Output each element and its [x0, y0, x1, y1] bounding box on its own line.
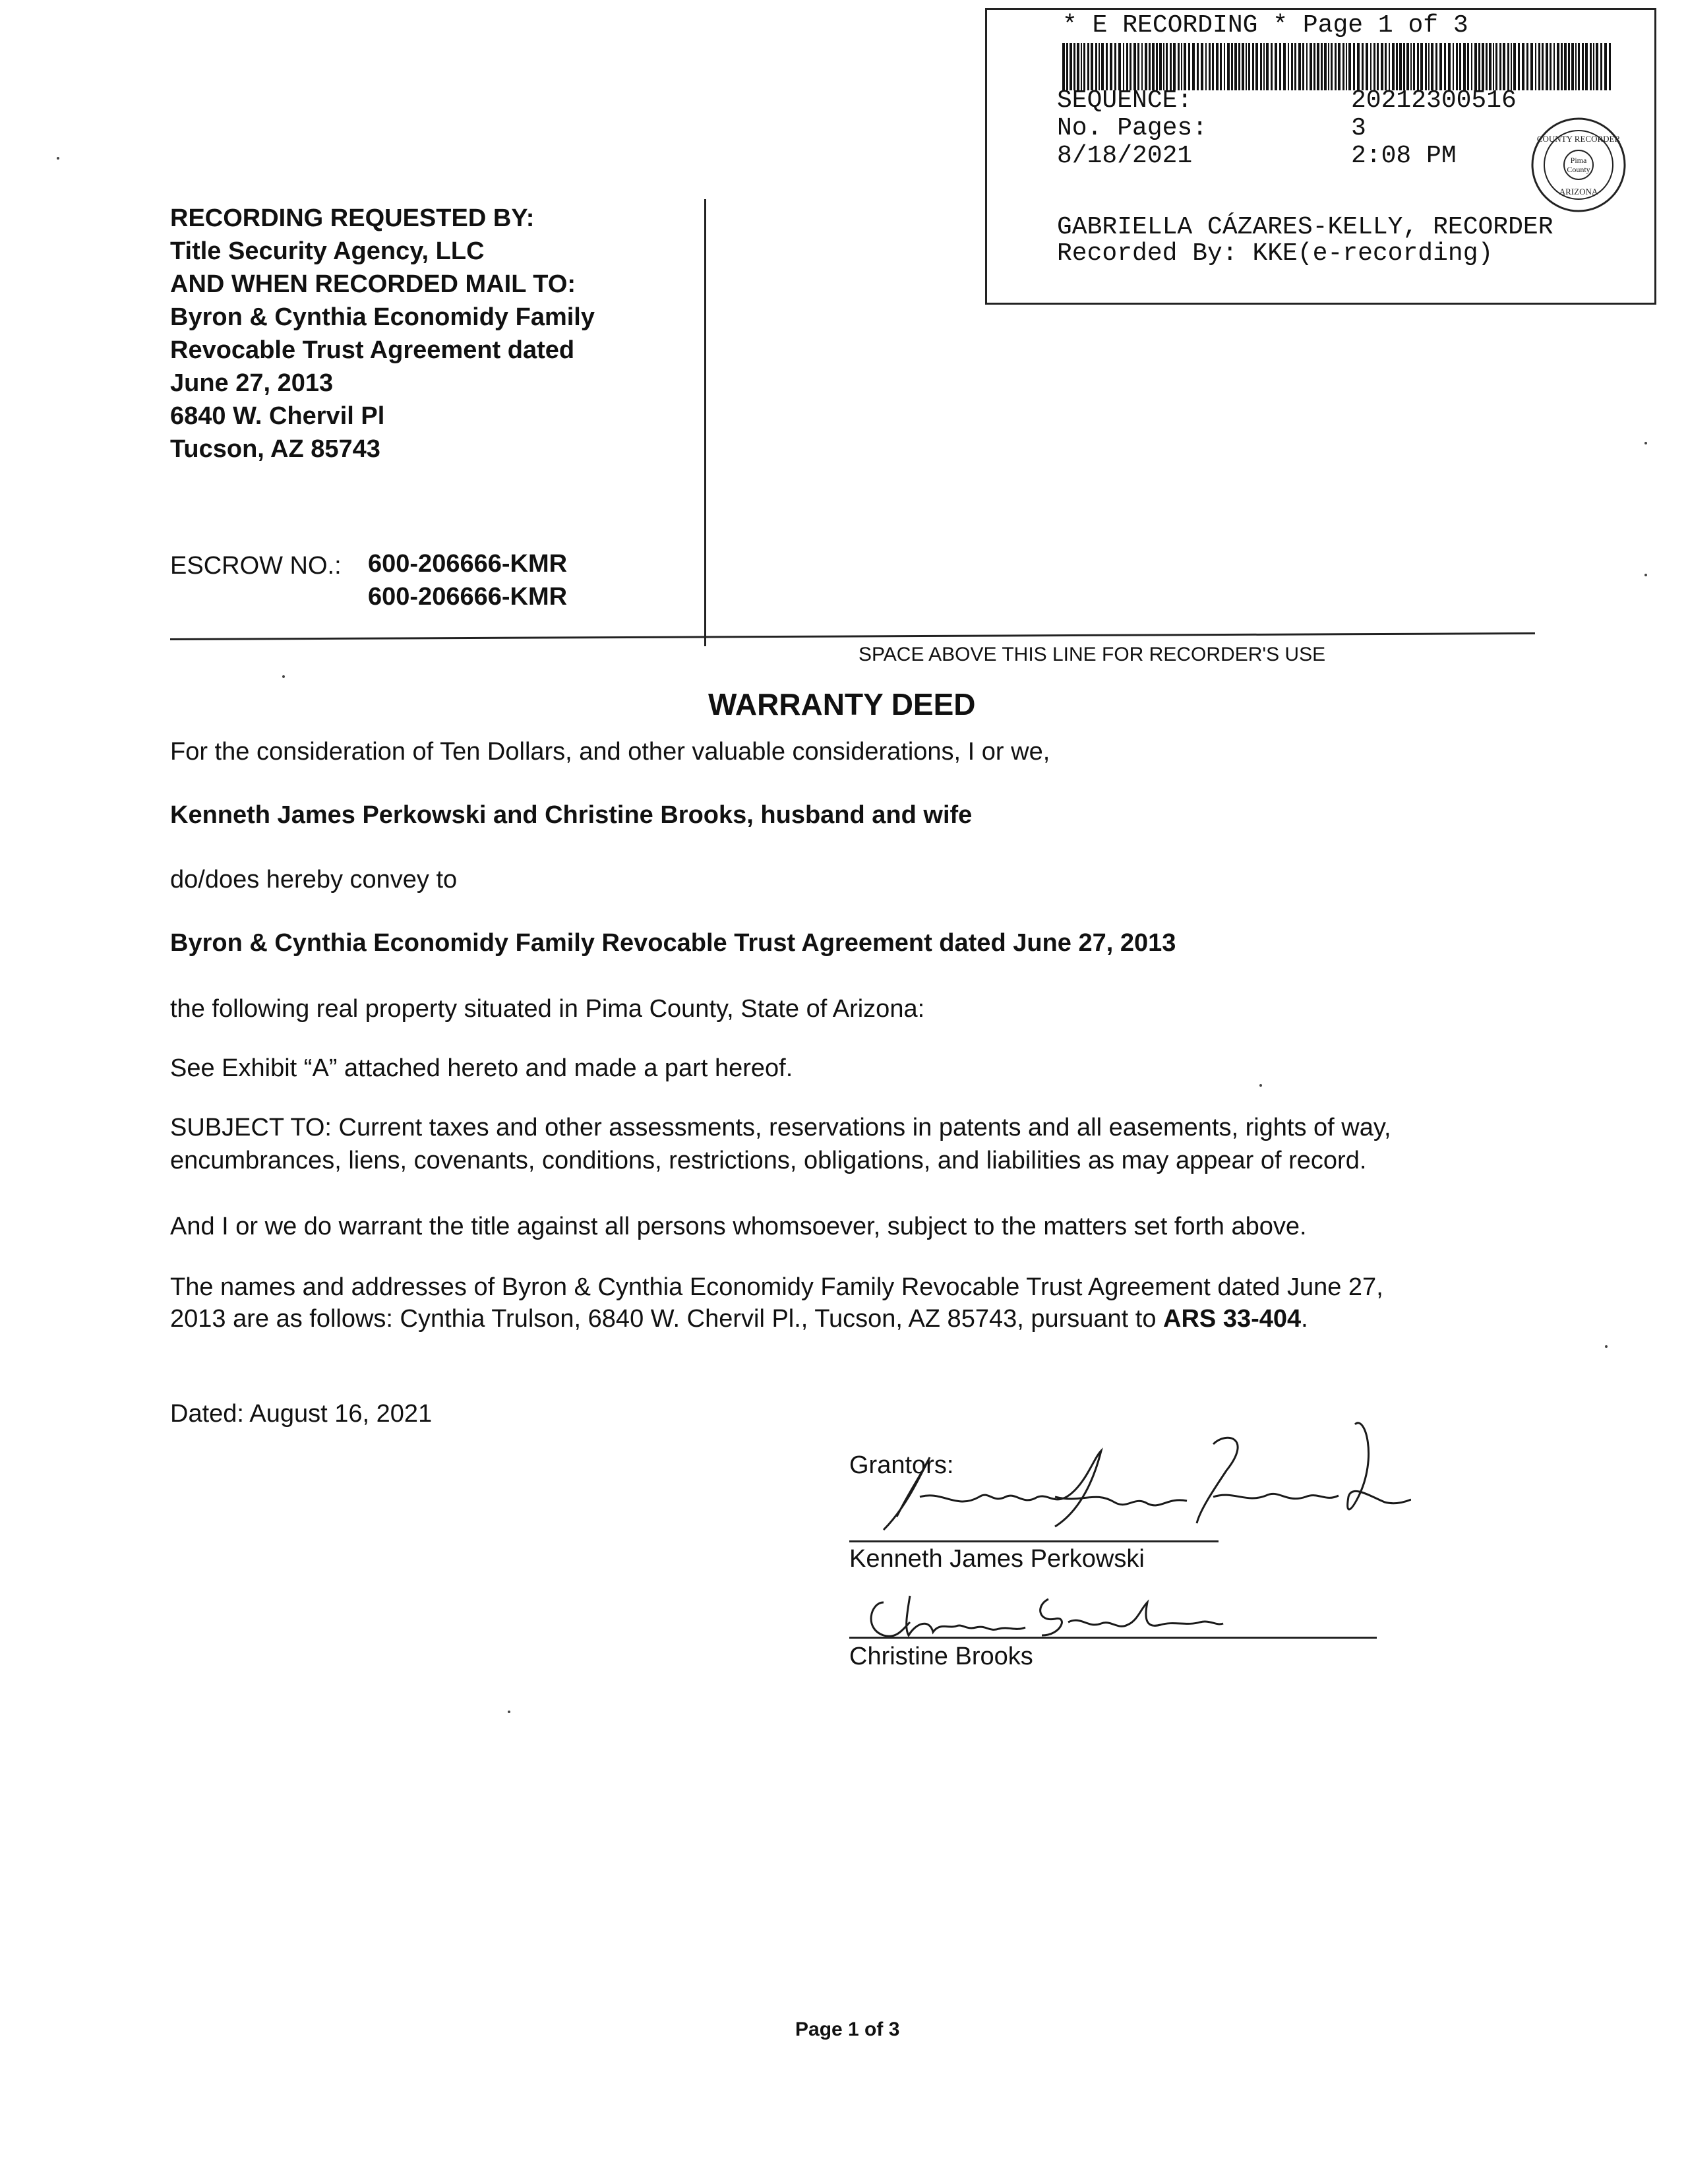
svg-text:Pima: Pima	[1570, 156, 1587, 165]
scan-speck	[1605, 1345, 1608, 1348]
grantors-text: Kenneth James Perkowski and Christine Brooks, husband and wife	[170, 801, 973, 829]
barcode-bar	[1184, 43, 1186, 90]
barcode-bar	[1118, 43, 1121, 90]
barcode-bar	[1463, 43, 1466, 90]
barcode-bar	[1231, 43, 1233, 90]
barcode-image	[1062, 43, 1612, 90]
barcode-bar	[1205, 43, 1207, 90]
barcode-bar	[1459, 43, 1461, 90]
barcode-bar	[1159, 43, 1162, 90]
barcode-bar	[1291, 43, 1293, 90]
barcode-bar	[1170, 43, 1172, 90]
barcode-bar	[1585, 43, 1588, 90]
escrow-number: 600-206666-KMR	[368, 550, 568, 578]
barcode-bar	[1596, 43, 1598, 90]
barcode-bar	[1331, 43, 1333, 90]
barcode-bar	[1604, 43, 1607, 90]
barcode-bar	[1507, 43, 1509, 90]
barcode-bar	[1188, 43, 1190, 90]
barcode-bar	[1156, 43, 1158, 90]
barcode-bar	[1550, 43, 1552, 90]
mail-to-line: Revocable Trust Agreement dated	[170, 336, 575, 364]
barcode-bar	[1413, 43, 1415, 90]
barcode-bar	[1346, 43, 1347, 90]
sequence-label: SEQUENCE:	[1057, 86, 1193, 115]
pages-label: No. Pages:	[1057, 114, 1208, 142]
barcode-bar	[1392, 43, 1395, 90]
barcode-bar	[1489, 43, 1492, 90]
signer-name: Kenneth James Perkowski	[849, 1545, 1145, 1573]
barcode-bar	[1294, 43, 1296, 90]
barcode-bar	[1178, 43, 1180, 90]
barcode-bar	[1238, 43, 1240, 90]
barcode-bar	[1271, 43, 1273, 90]
barcode-bar	[1263, 43, 1265, 90]
barcode-bar	[1342, 43, 1344, 90]
warrant-text: And I or we do warrant the title against all persons whomsoever, subject to the matters set forth above.	[170, 1213, 1307, 1240]
barcode-bar	[1197, 43, 1199, 90]
requested-by-label: RECORDING REQUESTED BY:	[170, 204, 535, 232]
barcode-bar	[1482, 43, 1484, 90]
barcode-bar	[1486, 43, 1488, 90]
barcode-bar	[1425, 43, 1427, 90]
barcode-bar	[1130, 43, 1131, 90]
names-addresses-text: The names and addresses of Byron & Cynthia Economidy Family Revocable Trust Agreement dated June 27,	[170, 1273, 1383, 1301]
barcode-bar	[1439, 43, 1442, 90]
barcode-bar	[1417, 43, 1419, 90]
barcode-bar	[1126, 43, 1128, 90]
vertical-divider	[704, 199, 706, 646]
barcode-bar	[1600, 43, 1602, 90]
recorder-use-note: SPACE ABOVE THIS LINE FOR RECORDER'S USE	[859, 644, 1326, 665]
barcode-bar	[1152, 43, 1155, 90]
record-time: 2:08 PM	[1351, 142, 1457, 170]
barcode-bar	[1248, 43, 1250, 90]
barcode-bar	[1137, 43, 1139, 90]
recorder-name: GABRIELLA CÁZARES-KELLY, RECORDER	[1057, 213, 1553, 241]
names-addresses-suffix: .	[1301, 1305, 1308, 1333]
barcode-bar	[1209, 43, 1211, 90]
mail-to-line: 6840 W. Chervil Pl	[170, 402, 385, 430]
recording-request-block	[170, 202, 595, 466]
dated-text: Dated: August 16, 2021	[170, 1400, 433, 1428]
barcode-bar	[1609, 43, 1611, 90]
barcode-bar	[1216, 43, 1219, 90]
barcode-bar	[1163, 43, 1164, 90]
barcode-bar	[1431, 43, 1433, 90]
statute-reference: ARS 33-404	[1163, 1305, 1302, 1333]
mail-to-line: Byron & Cynthia Economidy Family	[170, 303, 595, 331]
barcode-bar	[1306, 43, 1308, 90]
deed-title: WARRANTY DEED	[708, 687, 976, 721]
county-seal-icon	[1529, 115, 1628, 214]
escrow-label: ESCROW NO.:	[170, 552, 342, 580]
barcode-bar	[1526, 43, 1528, 90]
record-date: 8/18/2021	[1057, 142, 1193, 170]
barcode-bar	[1593, 43, 1594, 90]
requested-by-value: Title Security Agency, LLC	[170, 237, 485, 265]
barcode-bar	[1474, 43, 1477, 90]
mail-to-line: Tucson, AZ 85743	[170, 435, 380, 463]
barcode-bar	[1095, 43, 1097, 90]
scan-speck	[57, 157, 59, 160]
svg-text:ARIZONA: ARIZONA	[1559, 187, 1598, 197]
barcode-bar	[1212, 43, 1214, 90]
subject-to-text: encumbrances, liens, covenants, conditions, restrictions, obligations, and liabilities as may appear of record.	[170, 1147, 1367, 1174]
subject-to-text: SUBJECT TO: Current taxes and other assessments, reservations in patents and all easements, rights of way,	[170, 1114, 1391, 1141]
barcode-bar	[1224, 43, 1225, 90]
barcode-bar	[1435, 43, 1437, 90]
barcode-bar	[1406, 43, 1409, 90]
barcode-bar	[1310, 43, 1312, 90]
property-intro-text: the following real property situated in Pima County, State of Arizona:	[170, 995, 925, 1023]
barcode-bar	[1298, 43, 1301, 90]
barcode-bar	[1373, 43, 1375, 90]
barcode-bar	[1410, 43, 1412, 90]
mail-to-label: AND WHEN RECORDED MAIL TO:	[170, 270, 576, 298]
barcode-bar	[1590, 43, 1592, 90]
barcode-bar	[1242, 43, 1244, 90]
barcode-bar	[1511, 43, 1512, 90]
sequence-value: 20212300516	[1351, 86, 1517, 115]
barcode-bar	[1370, 43, 1372, 90]
barcode-bar	[1568, 43, 1570, 90]
consideration-text: For the consideration of Ten Dollars, and other valuable considerations, I or we,	[170, 738, 1050, 766]
barcode-bar	[1561, 43, 1563, 90]
barcode-bar	[1448, 43, 1451, 90]
barcode-bar	[1133, 43, 1136, 90]
barcode-bar	[1260, 43, 1262, 90]
barcode-bar	[1279, 43, 1281, 90]
barcode-bar	[1181, 43, 1182, 90]
barcode-bar	[1518, 43, 1520, 90]
barcode-bar	[1456, 43, 1458, 90]
signer-name: Christine Brooks	[849, 1643, 1033, 1670]
barcode-bar	[1062, 43, 1065, 90]
barcode-bar	[1522, 43, 1524, 90]
barcode-bar	[1564, 43, 1567, 90]
signature-kenneth-perkowski	[857, 1418, 1411, 1543]
page-number: Page 1 of 3	[795, 2018, 900, 2040]
barcode-bar	[1335, 43, 1337, 90]
barcode-bar	[1582, 43, 1584, 90]
svg-text:County: County	[1567, 165, 1590, 174]
barcode-bar	[1571, 43, 1574, 90]
barcode-bar	[1553, 43, 1555, 90]
barcode-bar	[1328, 43, 1329, 90]
barcode-bar	[1348, 43, 1351, 90]
barcode-bar	[1101, 43, 1104, 90]
barcode-bar	[1220, 43, 1222, 90]
exhibit-text: See Exhibit “A” attached hereto and made a part hereof.	[170, 1054, 793, 1082]
barcode-bar	[1575, 43, 1577, 90]
recorder-space-divider	[170, 632, 1535, 640]
barcode-bar	[1366, 43, 1368, 90]
convey-text: do/does hereby convey to	[170, 866, 458, 894]
barcode-bar	[1123, 43, 1124, 90]
barcode-bar	[1362, 43, 1364, 90]
barcode-bar	[1201, 43, 1203, 90]
barcode-bar	[1428, 43, 1430, 90]
barcode-bar	[1493, 43, 1494, 90]
barcode-bar	[1081, 43, 1082, 90]
barcode-bar	[1530, 43, 1533, 90]
signature-line	[849, 1637, 1377, 1639]
barcode-bar	[1073, 43, 1075, 90]
grantee-text: Byron & Cynthia Economidy Family Revocable Trust Agreement dated June 27, 2013	[170, 929, 1176, 957]
barcode-bar	[1321, 43, 1323, 90]
barcode-bar	[1227, 43, 1230, 90]
barcode-bar	[1087, 43, 1089, 90]
barcode-bar	[1513, 43, 1516, 90]
barcode-bar	[1471, 43, 1472, 90]
scan-speck	[1644, 442, 1647, 444]
barcode-bar	[1070, 43, 1072, 90]
barcode-bar	[1538, 43, 1540, 90]
barcode-bar	[1478, 43, 1480, 90]
barcode-bar	[1495, 43, 1497, 90]
barcode-bar	[1467, 43, 1469, 90]
barcode-bar	[1389, 43, 1390, 90]
barcode-bar	[1503, 43, 1505, 90]
barcode-bar	[1099, 43, 1100, 90]
scan-speck	[1644, 574, 1647, 576]
barcode-bar	[1302, 43, 1304, 90]
barcode-bar	[1106, 43, 1108, 90]
barcode-bar	[1324, 43, 1327, 90]
scan-speck	[508, 1711, 510, 1713]
barcode-bar	[1444, 43, 1446, 90]
barcode-bar	[1499, 43, 1501, 90]
barcode-bar	[1083, 43, 1085, 90]
barcode-bar	[1275, 43, 1277, 90]
barcode-bar	[1353, 43, 1355, 90]
barcode-bar	[1546, 43, 1548, 90]
barcode-bar	[1420, 43, 1423, 90]
barcode-bar	[1077, 43, 1079, 90]
grantors-label: Grantors:	[849, 1451, 954, 1479]
barcode-bar	[1288, 43, 1289, 90]
barcode-bar	[1399, 43, 1402, 90]
recorded-by: Recorded By: KKE(e-recording)	[1057, 239, 1493, 268]
barcode-bar	[1266, 43, 1269, 90]
names-addresses-text	[170, 1303, 1308, 1335]
barcode-bar	[1283, 43, 1286, 90]
barcode-bar	[1166, 43, 1168, 90]
barcode-bar	[1396, 43, 1398, 90]
names-addresses-prefix: 2013 are as follows: Cynthia Trulson, 6840 W. Chervil Pl., Tucson, AZ 85743, pursuant to	[170, 1305, 1164, 1333]
barcode-bar	[1192, 43, 1195, 90]
barcode-bar	[1313, 43, 1315, 90]
barcode-bar	[1535, 43, 1536, 90]
barcode-bar	[1381, 43, 1383, 90]
barcode-bar	[1578, 43, 1580, 90]
barcode-bar	[1403, 43, 1405, 90]
svg-text:COUNTY RECORDER: COUNTY RECORDER	[1536, 134, 1621, 144]
barcode-bar	[1338, 43, 1341, 90]
escrow-number: 600-206666-KMR	[368, 583, 568, 611]
barcode-bar	[1114, 43, 1116, 90]
barcode-bar	[1173, 43, 1176, 90]
barcode-bar	[1252, 43, 1254, 90]
scan-speck	[1259, 1084, 1262, 1087]
barcode-bar	[1091, 43, 1093, 90]
barcode-bar	[1145, 43, 1147, 90]
stamp-header: * E RECORDING * Page 1 of 3	[1062, 11, 1468, 40]
signature-christine-brooks	[857, 1583, 1226, 1649]
barcode-bar	[1066, 43, 1068, 90]
barcode-bar	[1246, 43, 1247, 90]
barcode-bar	[1110, 43, 1112, 90]
barcode-bar	[1234, 43, 1237, 90]
barcode-bar	[1149, 43, 1151, 90]
barcode-bar	[1357, 43, 1360, 90]
barcode-bar	[1453, 43, 1454, 90]
barcode-bar	[1542, 43, 1544, 90]
scan-speck	[282, 675, 285, 678]
recorder-stamp	[985, 8, 1656, 305]
mail-to-line: June 27, 2013	[170, 369, 334, 397]
barcode-bar	[1557, 43, 1559, 90]
signature-line	[849, 1540, 1219, 1542]
pages-value: 3	[1351, 114, 1366, 142]
barcode-bar	[1141, 43, 1143, 90]
barcode-bar	[1255, 43, 1258, 90]
barcode-bar	[1377, 43, 1379, 90]
barcode-bar	[1317, 43, 1319, 90]
barcode-bar	[1385, 43, 1387, 90]
